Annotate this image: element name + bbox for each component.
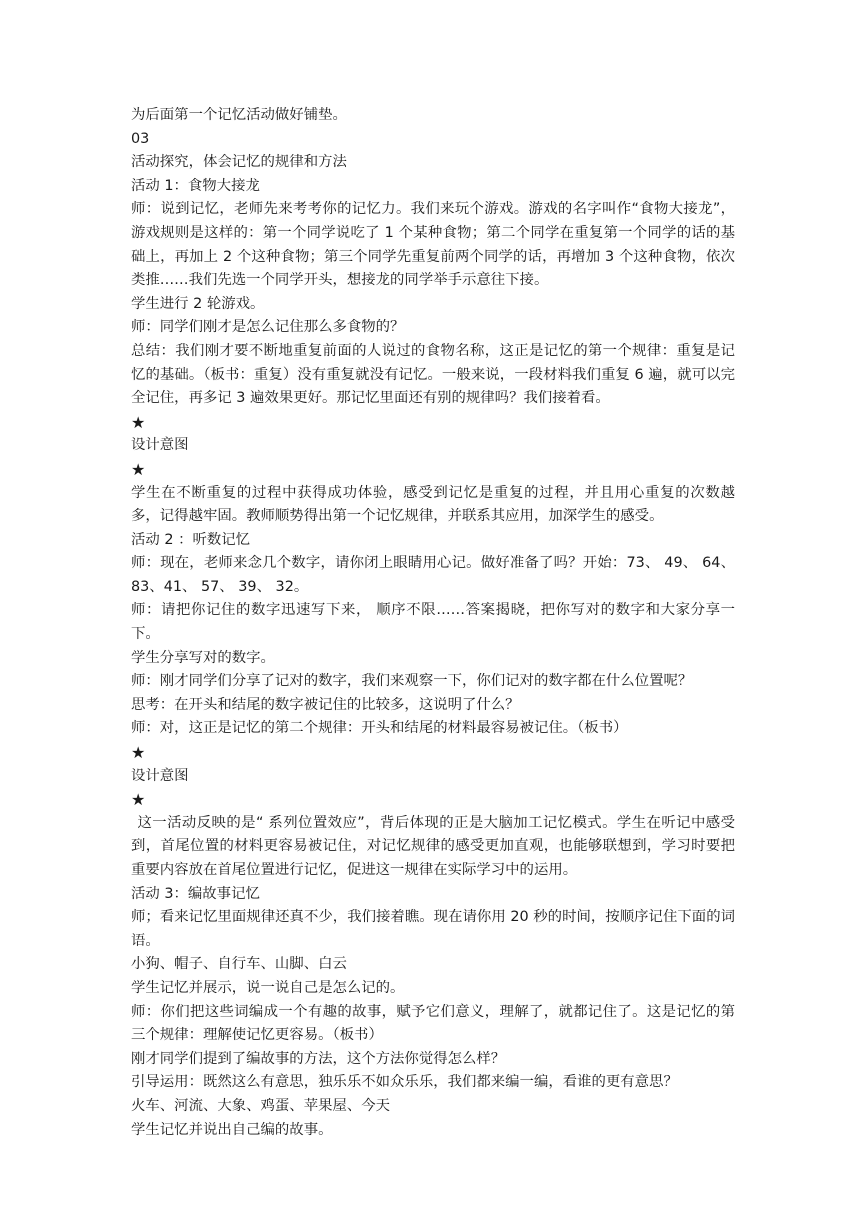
paragraph: 学生记忆并说出自己编的故事。 [131, 1121, 333, 1138]
paragraph: 师：请把你记住的数字迅速写下来， 顺序不限……答案揭晓，把你写对的数字和大家分享一下。 [131, 602, 735, 643]
paragraph: 师：刚才同学们分享了记对的数字，我们来观察一下，你们记对的数字都在什么位置呢？ [131, 673, 693, 690]
paragraph: 师：同学们刚才是怎么记住那么多食物的？ [131, 319, 405, 336]
activity-heading: 活动 2 ：听数记忆 [131, 531, 251, 548]
paragraph: 师：对，这正是记忆的第二个规律：开头和结尾的材料最容易被记住。（板书） [131, 720, 628, 737]
activity-heading: 活动 3：编故事记忆 [131, 885, 260, 902]
star-icon: ★ [131, 790, 146, 810]
paragraph: 学生分享写对的数字。 [131, 649, 275, 666]
word-list: 小狗、帽子、自行车、山脚、白云 [131, 956, 347, 973]
document-body [131, 104, 735, 1142]
paragraph: 师：现在，老师来念几个数字，请你闭上眼睛用心记。做好准备了吗？开始：73、 49、 64、83、41、 57、 39、 32。 [131, 555, 735, 595]
star-icon: ★ [131, 459, 146, 479]
activity-heading: 活动 1：食物大接龙 [131, 177, 260, 194]
paragraph: 师：你们把这些词编成一个有趣的故事，赋予它们意义，理解了，就都记住了。这是记忆的第三个规律：理解使记忆更容易。（板书） [131, 1003, 735, 1044]
paragraph: 思考：在开头和结尾的数字被记住的比较多，这说明了什么？ [131, 696, 520, 713]
paragraph: 师：说到记忆，老师先来考考你的记忆力。我们来玩个游戏。游戏的名字叫作“食物大接龙”，游戏规则是这样的：第一个同学说吃了 1 个某种食物；第二个同学在重复第一个同学的话的基础上，再加上 2 个这种食物；第三个同学先重复前两个同学的话，再增加 3 个这种食物，依次类推……我们先选一个同学开头，想接龙的同学举手示意往下接。 [131, 201, 735, 289]
paragraph: 总结：我们刚才要不断地重复前面的人说过的食物名称，这正是记忆的第一个规律：重复是记忆的基础。（板书：重复）没有重复就没有记忆。一般来说，一段材料我们重复 6 遍，就可以完全记住，再多记 3 遍效果更好。那记忆里面还有别的规律吗？我们接着看。 [131, 342, 735, 407]
paragraph: 这一活动反映的是“ 系列位置效应”，背后体现的正是大脑加工记忆模式。学生在听记中感受到，首尾位置的材料更容易被记住，对记忆规律的感受更加直观，也能够联想到，学习时要把重要内容放在首尾位置进行记忆，促进这一规律在实际学习中的运用。 [131, 814, 735, 878]
section-number: 03 [131, 130, 150, 147]
section-heading: 活动探究，体会记忆的规律和方法 [131, 154, 347, 171]
paragraph: 学生在不断重复的过程中获得成功体验，感受到记忆是重复的过程，并且用心重复的次数越多，记得越牢固。教师顺势得出第一个记忆规律，并联系其应用，加深学生的感受。 [131, 484, 735, 525]
paragraph: 引导运用：既然这么有意思，独乐乐不如众乐乐，我们都来编一编，看谁的更有意思？ [131, 1074, 678, 1091]
paragraph: 学生进行 2 轮游戏。 [131, 295, 265, 312]
design-intent-heading: 设计意图 [131, 437, 189, 454]
paragraph: 刚才同学们提到了编故事的方法，这个方法你觉得怎么样？ [131, 1050, 506, 1067]
paragraph: 为后面第一个记忆活动做好铺垫。 [131, 107, 347, 123]
design-intent-heading: 设计意图 [131, 767, 189, 784]
star-icon: ★ [131, 743, 146, 763]
paragraph: 师；看来记忆里面规律还真不少，我们接着瞧。现在请你用 20 秒的时间，按顺序记住下面的词语。 [131, 909, 735, 949]
paragraph: 学生记忆并展示，说一说自己是怎么记的。 [131, 979, 405, 996]
star-icon: ★ [131, 412, 146, 432]
word-list: 火车、河流、大象、鸡蛋、苹果屋、今天 [131, 1097, 391, 1114]
